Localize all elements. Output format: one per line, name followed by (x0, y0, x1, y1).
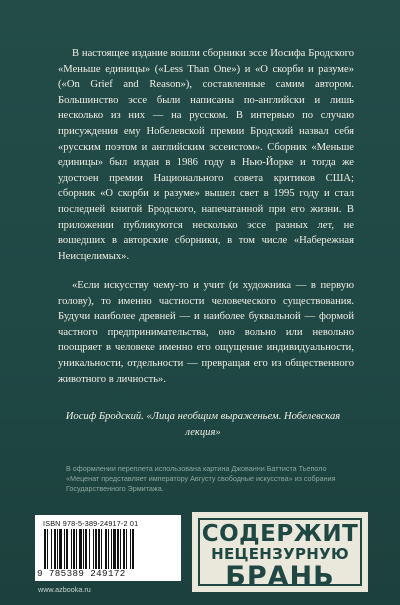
barcode-bars (44, 529, 172, 569)
barcode-number: 9 785389 249172 (37, 568, 126, 579)
quote-paragraph: «Если искусству чему-то и учит (и художника — в первую голову), то именно частности человеческого существования. Будучи наиболее древней — и наиболее буквальной — формой частного предпринимательства, оно вольно или невольно поощряет в человеке именно его ощущение индивидуальности, уникальности, отдельности — превращая его из общественного животного в личность». (58, 280, 354, 385)
stamp-line-1: СОДЕРЖИТ (201, 521, 359, 547)
isbn-label: ISBN 978-5-389-24917-2 01 (43, 519, 139, 528)
intro-paragraph: В настоящее издание вошли сборники эссе Иосифа Бродского «Меньше единицы» («Less Than One») и «О скорби и разуме» («On Grief and Reason»), составленные самим автором. Большинство эссе были написаны по-английски и лишь несколько из них — на русском. В интервью по случаю присуждения ему Нобелевской премии Бродский назвал себя «русским поэтом и английским эссеистом». Сборник «Меньше единицы» был издан в 1986 году в Нью-Йорке и тогда же удостоен премии Национального совета критиков США; сборник «О скорби и разуме» вышел свет в 1995 году и стал последней книгой Бродского, напечатанной при его жизни. В приложении публикуются несколько эссе разных лет, не вошедших в авторские сборники, в том числе «Набережная Неисцелимых». (58, 48, 354, 262)
stamp-line-2: НЕЦЕНЗУРНУЮ (211, 545, 349, 563)
barcode-block (35, 515, 181, 581)
stamp-frame (198, 518, 362, 592)
publisher-url: www.azbooka.ru (38, 585, 91, 594)
quote-attribution: Иосиф Бродский. «Лица необщим выраженьем. Нобелевская лекция» (65, 411, 341, 438)
cover-art-credit: В оформлении переплета использована картина Джованни Баттиста Тьеполо «Меценат представляет императору Августу свободные искусства» из собрания Государственного Эрмитажа. (66, 464, 336, 493)
content-warning-stamp (192, 512, 368, 592)
stamp-line-3: БРАНЬ (225, 561, 335, 592)
